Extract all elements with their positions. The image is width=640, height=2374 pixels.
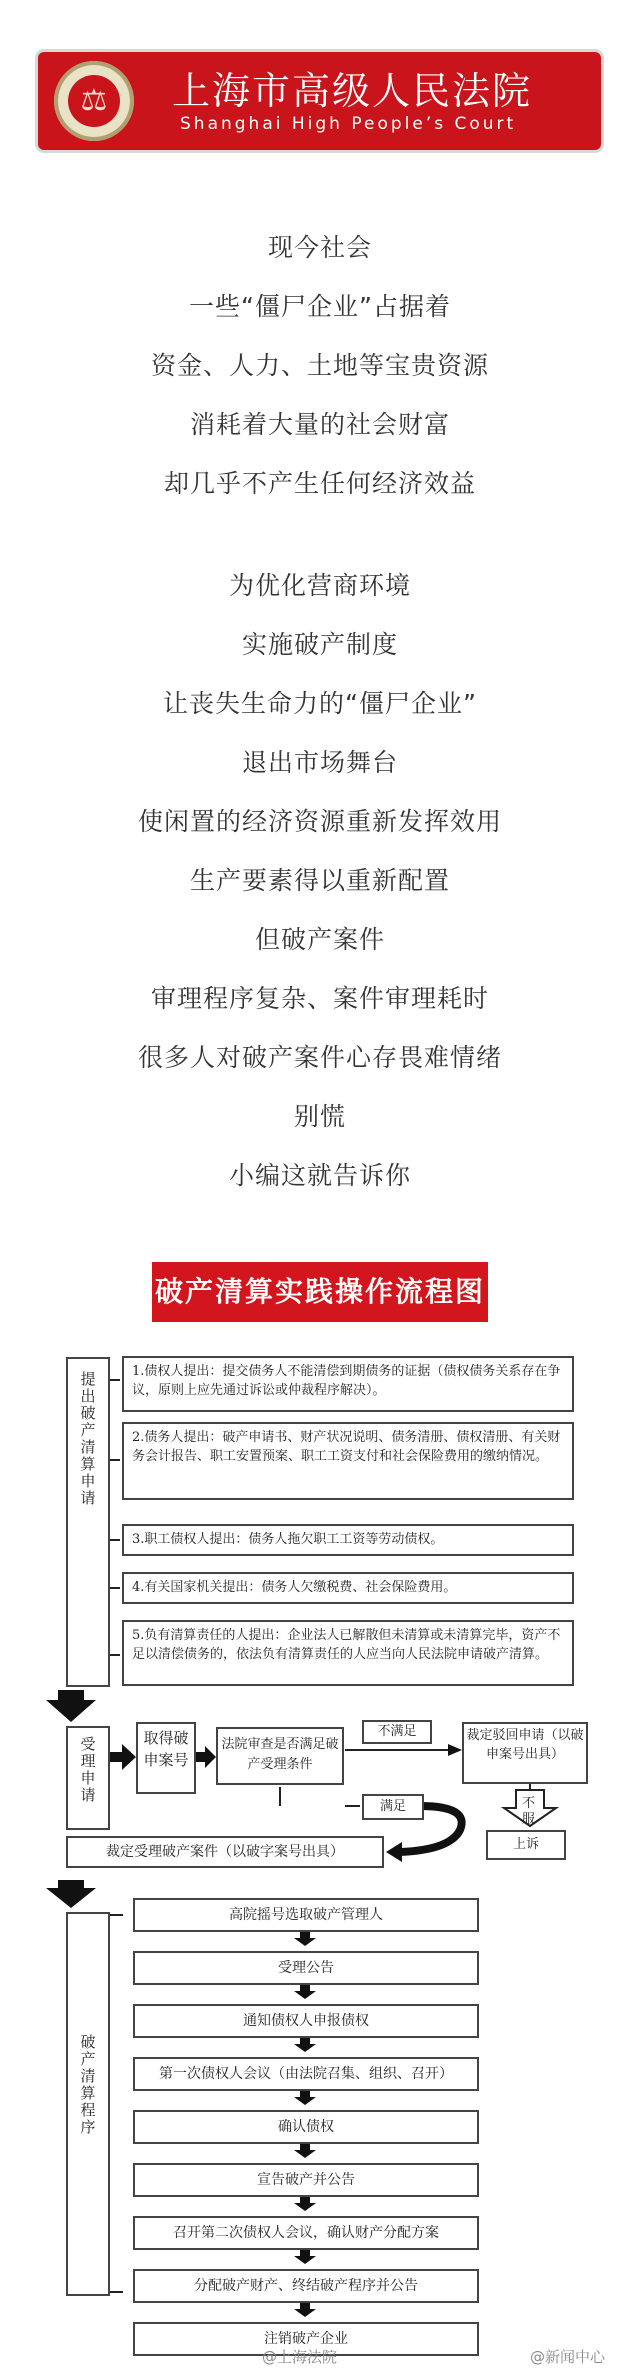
apply-item-liquidator: 5.负有清算责任的人提出：企业法人已解散但未清算或未清算完毕，资产不足以清偿债务的，依法负有清算责任的人应当向人民法院申请破产清算。 [122, 1620, 574, 1686]
step-select-administrator: 高院摇号选取破产管理人 [133, 1898, 479, 1932]
not-met-label: 不满足 [362, 1720, 432, 1744]
intro-line: 使闲置的经济资源重新发挥效用 [137, 807, 502, 836]
down-arrow-icon [46, 1690, 96, 1722]
step-second-creditors-meeting: 召开第二次债权人会议，确认财产分配方案 [133, 2216, 479, 2250]
watermark: @新闻中心 [530, 2348, 606, 2366]
intro-line: 别慌 [293, 1102, 346, 1131]
intro-line: 实施破产制度 [241, 630, 398, 659]
intro-line: 一些“僵尸企业”占据着 [189, 292, 451, 321]
case-number-box: 取得破申案号 [136, 1722, 196, 1794]
step-distribute-property: 分配破产财产、终结破产程序并公告 [133, 2269, 479, 2303]
down-arrow-icon [294, 2250, 316, 2264]
court-name-cn: 上海市高级人民法院 [172, 69, 533, 113]
accept-ruling-box: 裁定受理破产案件（以破字案号出具） [66, 1836, 384, 1868]
stage-label-accept: 受理申请 [66, 1726, 110, 1830]
step-declare-bankruptcy: 宣告破产并公告 [133, 2163, 479, 2197]
step-deregister-enterprise: 注销破产企业 [133, 2322, 479, 2356]
step-acceptance-notice: 受理公告 [133, 1951, 479, 1985]
not-accept-label: 不服 [522, 1796, 536, 1827]
apply-item-debtor: 2.债务人提出：破产申请书、财产状况说明、债务清册、债权清册、有关财务会计报告、职工安置预案、职工工资支付和社会保险费用的缴纳情况。 [122, 1422, 574, 1500]
step-first-creditors-meeting: 第一次债权人会议（由法院召集、组织、召开） [133, 2057, 479, 2091]
intro-line: 资金、人力、土地等宝贵资源 [150, 351, 489, 380]
down-arrow-icon [294, 2197, 316, 2211]
reject-ruling-box: 裁定驳回申请（以破申案号出具） [462, 1722, 588, 1784]
right-arrow-icon [110, 1744, 136, 1770]
intro-line: 让丧失生命力的“僵尸企业” [163, 689, 477, 718]
intro-line: 审理程序复杂、案件审理耗时 [150, 984, 489, 1013]
apply-item-state-agency: 4.有关国家机关提出：债务人欠缴税费、社会保险费用。 [122, 1572, 574, 1604]
intro-line: 却几乎不产生任何经济效益 [163, 469, 476, 498]
down-arrow-icon [294, 2038, 316, 2052]
stage-label-apply: 提出破产清算申请 [66, 1357, 110, 1687]
apply-item-creditor: 1.债权人提出：提交债务人不能清偿到期债务的证据（债权债务关系存在争议，原则上应先通过诉讼或仲裁程序解决）。 [122, 1356, 574, 1412]
intro-line: 现今社会 [267, 233, 372, 262]
intro-line: 小编这就告诉你 [228, 1161, 411, 1190]
down-arrow-icon [294, 1932, 316, 1946]
intro-line: 但破产案件 [254, 925, 385, 954]
right-arrow-icon [195, 1746, 216, 1768]
court-review-box: 法院审查是否满足破产受理条件 [216, 1727, 344, 1785]
court-emblem-icon: ⚖ [54, 61, 134, 141]
down-arrow-icon [294, 2303, 316, 2317]
apply-item-employee: 3.职工债权人提出：债务人拖欠职工工资等劳动债权。 [122, 1524, 574, 1556]
down-arrow-icon [294, 2144, 316, 2158]
intro-line: 消耗着大量的社会财富 [189, 410, 450, 439]
appeal-box: 上诉 [486, 1830, 566, 1860]
step-notify-creditors: 通知债权人申报债权 [133, 2004, 479, 2038]
watermark: @上海法院 [262, 2348, 338, 2366]
intro-line: 为优化营商环境 [228, 571, 411, 600]
flowchart-title: 破产清算实践操作流程图 [152, 1262, 488, 1322]
court-name-en: Shanghai High People’s Court [180, 114, 517, 134]
down-arrow-icon [294, 2091, 316, 2105]
intro-line: 生产要素得以重新配置 [189, 866, 450, 895]
met-label: 满足 [362, 1794, 424, 1820]
down-arrow-icon [294, 1985, 316, 1999]
intro-line: 退出市场舞台 [241, 748, 398, 777]
intro-line: 很多人对破产案件心存畏难情绪 [137, 1043, 502, 1072]
step-confirm-claims: 确认债权 [133, 2110, 479, 2144]
stage-label-liquidation: 破产清算程序 [66, 1912, 110, 2296]
left-arrow-icon [386, 1842, 402, 1862]
right-arrow-icon [448, 1744, 462, 1756]
down-arrow-icon [46, 1880, 96, 1908]
